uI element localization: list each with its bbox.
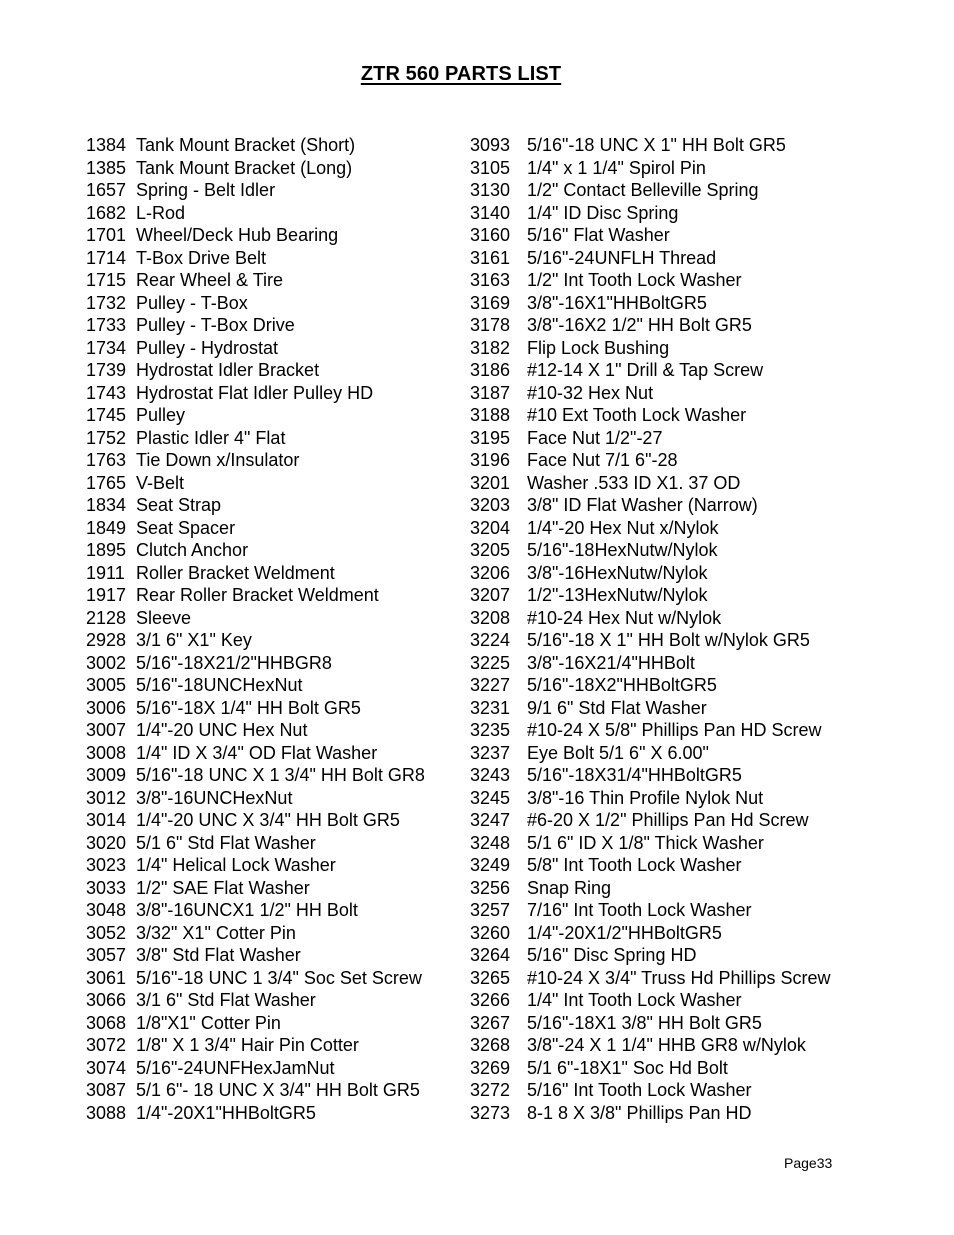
part-description: #10-24 X 5/8" Phillips Pan HD Screw [527, 720, 822, 740]
part-description: #6-20 X 1/2" Phillips Pan Hd Screw [527, 810, 809, 830]
part-row [86, 854, 506, 877]
part-number: 3002 [86, 652, 127, 673]
part-description: Pulley [136, 405, 186, 425]
part-number: 3266 [470, 990, 511, 1010]
part-row [86, 809, 506, 832]
part-number: 1752 [86, 427, 127, 448]
part-description: 1/4" ID X 3/4" OD Flat Washer [136, 742, 378, 763]
part-number: 1714 [86, 247, 127, 268]
part-number: 3014 [86, 810, 127, 830]
part-description: 5/16"-18X1 3/8" HH Bolt GR5 [527, 1012, 762, 1033]
part-row [86, 742, 506, 765]
part-row [470, 494, 910, 517]
part-row [470, 1034, 910, 1057]
part-description: 1/8" X 1 3/4" Hair Pin Cotter [136, 1035, 359, 1055]
part-number: 3161 [470, 247, 511, 268]
part-description: 5/1 6"- 18 UNC X 3/4" HH Bolt GR5 [136, 1080, 420, 1100]
part-row [86, 247, 506, 270]
part-description: Pulley - T-Box [136, 292, 248, 313]
part-row [470, 922, 910, 945]
part-row [86, 944, 506, 967]
part-row [470, 629, 910, 652]
part-number: 1732 [86, 292, 127, 313]
part-number: 3196 [470, 450, 511, 470]
part-number: 3225 [470, 652, 511, 673]
part-row [470, 562, 910, 585]
part-row [86, 719, 506, 742]
part-description: 5/16"-18 UNC 1 3/4" Soc Set Screw [136, 967, 422, 988]
part-description: T-Box Drive Belt [136, 247, 267, 268]
part-number: 3265 [470, 967, 511, 988]
part-description: 1/8"X1" Cotter Pin [136, 1012, 281, 1033]
part-row [86, 539, 506, 562]
part-number: 3130 [470, 180, 511, 200]
part-number: 1715 [86, 270, 127, 290]
part-description: 3/8"-16HexNutw/Nylok [527, 562, 708, 583]
part-description: #10 Ext Tooth Lock Washer [527, 405, 747, 425]
part-row [86, 652, 506, 675]
part-number: 3048 [86, 900, 127, 920]
part-description: #10-32 Hex Nut [527, 382, 654, 403]
part-description: Rear Wheel & Tire [136, 270, 284, 290]
part-row [470, 854, 910, 877]
part-description: 5/16"-18UNCHexNut [136, 675, 303, 695]
part-row [86, 359, 506, 382]
part-row [86, 404, 506, 427]
part-description: 5/16"-18HexNutw/Nylok [527, 540, 718, 560]
part-number: 2928 [86, 630, 127, 650]
part-description: 3/32" X1" Cotter Pin [136, 922, 296, 943]
part-description: 1/2" SAE Flat Washer [136, 877, 310, 898]
part-description: 5/1 6"-18X1" Soc Hd Bolt [527, 1057, 728, 1078]
part-number: 1385 [86, 157, 127, 178]
part-number: 3243 [470, 765, 511, 785]
part-row [470, 382, 910, 405]
part-row [470, 472, 910, 495]
part-description: Clutch Anchor [136, 540, 249, 560]
part-row [86, 629, 506, 652]
part-description: Flip Lock Bushing [527, 337, 670, 358]
part-row [86, 134, 506, 157]
part-number: 3248 [470, 832, 511, 853]
part-number: 3264 [470, 945, 511, 965]
part-number: 1701 [86, 225, 127, 245]
part-description: Face Nut 7/1 6"-28 [527, 450, 678, 470]
part-row [86, 697, 506, 720]
part-description: 3/1 6" X1" Key [136, 630, 252, 650]
part-description: 3/8"-16 Thin Profile Nylok Nut [527, 787, 764, 808]
part-number: 3074 [86, 1057, 127, 1078]
part-row [86, 269, 506, 292]
part-number: 3201 [470, 472, 511, 493]
part-row [470, 967, 910, 990]
part-description: 1/4"-20 UNC Hex Nut [136, 720, 308, 740]
page-title: ZTR 560 PARTS LIST [360, 63, 562, 85]
part-description: 3/8" ID Flat Washer (Narrow) [527, 495, 758, 515]
part-description: 5/16" Disc Spring HD [527, 945, 697, 965]
part-number: 3178 [470, 315, 511, 335]
part-description: Snap Ring [527, 877, 612, 898]
part-description: 5/16"-18 UNC X 1 3/4" HH Bolt GR8 [136, 765, 425, 785]
part-row [470, 607, 910, 630]
part-description: Hydrostat Idler Bracket [136, 360, 320, 380]
part-number: 3057 [86, 945, 127, 965]
part-row [470, 427, 910, 450]
part-row [86, 292, 506, 315]
part-description: 3/8"-16X2 1/2" HH Bolt GR5 [527, 315, 752, 335]
part-row [86, 179, 506, 202]
part-description: 1/4" ID Disc Spring [527, 202, 679, 223]
part-number: 3033 [86, 877, 127, 898]
part-row [86, 607, 506, 630]
part-number: 3269 [470, 1057, 511, 1078]
part-number: 3268 [470, 1035, 511, 1055]
part-row [86, 314, 506, 337]
part-description: Rear Roller Bracket Weldment [136, 585, 379, 605]
part-row [470, 157, 910, 180]
part-row [470, 697, 910, 720]
part-number: 3066 [86, 990, 127, 1010]
part-row [86, 832, 506, 855]
part-row [86, 1012, 506, 1035]
part-description: 3/8"-16X21/4"HHBolt [527, 652, 695, 673]
part-description: 5/1 6" Std Flat Washer [136, 832, 316, 853]
part-description: Hydrostat Flat Idler Pulley HD [136, 382, 374, 403]
parts-list-right-column [470, 134, 910, 1124]
part-number: 1733 [86, 315, 127, 335]
part-row [470, 764, 910, 787]
part-number: 3247 [470, 810, 511, 830]
part-number: 1682 [86, 202, 127, 223]
part-number: 3206 [470, 562, 511, 583]
part-number: 3207 [470, 585, 511, 605]
part-row [86, 1079, 506, 1102]
part-number: 1849 [86, 517, 127, 538]
part-description: Roller Bracket Weldment [136, 562, 335, 583]
part-row [86, 202, 506, 225]
part-row [86, 224, 506, 247]
part-row [86, 989, 506, 1012]
part-number: 3267 [470, 1012, 511, 1033]
part-description: 1/2"-13HexNutw/Nylok [527, 585, 708, 605]
part-row [470, 202, 910, 225]
part-row [86, 427, 506, 450]
part-row [86, 899, 506, 922]
part-number: 3008 [86, 742, 127, 763]
part-description: Seat Strap [136, 495, 222, 515]
part-description: #10-24 X 3/4" Truss Hd Phillips Screw [527, 967, 831, 988]
part-description: 7/16" Int Tooth Lock Washer [527, 900, 752, 920]
part-row [86, 449, 506, 472]
part-number: 3052 [86, 922, 127, 943]
part-number: 3203 [470, 495, 511, 515]
part-number: 3187 [470, 382, 511, 403]
part-row [86, 472, 506, 495]
part-row [86, 674, 506, 697]
part-description: Spring - Belt Idler [136, 180, 276, 200]
part-row [470, 584, 910, 607]
part-description: 1/4" Int Tooth Lock Washer [527, 990, 742, 1010]
part-number: 1745 [86, 405, 127, 425]
part-description: 1/4"-20X1/2"HHBoltGR5 [527, 922, 722, 943]
part-number: 1895 [86, 540, 127, 560]
part-row [470, 1057, 910, 1080]
part-row [470, 652, 910, 675]
part-description: 1/4" Helical Lock Washer [136, 855, 336, 875]
part-row [470, 269, 910, 292]
part-row [470, 134, 910, 157]
part-row [470, 877, 910, 900]
part-description: V-Belt [136, 472, 185, 493]
part-description: 5/16" Int Tooth Lock Washer [527, 1080, 752, 1100]
part-description: Tie Down x/Insulator [136, 450, 300, 470]
part-number: 3007 [86, 720, 127, 740]
part-description: 5/16"-24UNFLH Thread [527, 247, 717, 268]
part-number: 3005 [86, 675, 127, 695]
part-number: 3182 [470, 337, 511, 358]
part-description: L-Rod [136, 202, 186, 223]
part-description: Tank Mount Bracket (Short) [136, 135, 356, 155]
part-description: 1/2" Contact Belleville Spring [527, 180, 759, 200]
part-row [86, 1034, 506, 1057]
part-row [470, 719, 910, 742]
part-number: 3093 [470, 135, 511, 155]
part-row [86, 157, 506, 180]
part-row [470, 809, 910, 832]
part-number: 3087 [86, 1080, 127, 1100]
part-number: 3160 [470, 225, 511, 245]
part-row [470, 989, 910, 1012]
part-row [470, 404, 910, 427]
part-description: Sleeve [136, 607, 192, 628]
part-number: 1743 [86, 382, 127, 403]
part-description: 3/8"-24 X 1 1/4" HHB GR8 w/Nylok [527, 1035, 806, 1055]
part-number: 1911 [86, 562, 125, 583]
part-row [86, 967, 506, 990]
part-number: 3231 [470, 697, 511, 718]
part-number: 3012 [86, 787, 127, 808]
part-number: 3169 [470, 292, 511, 313]
part-number: 3235 [470, 720, 511, 740]
part-row [470, 944, 910, 967]
part-number: 1384 [86, 135, 127, 155]
part-description: 1/4" x 1 1/4" Spirol Pin [527, 157, 706, 178]
part-row [470, 832, 910, 855]
part-row [86, 517, 506, 540]
part-description: 1/4"-20 Hex Nut x/Nylok [527, 517, 719, 538]
part-row [470, 292, 910, 315]
part-number: 3272 [470, 1080, 511, 1100]
part-number: 3186 [470, 360, 511, 380]
part-row [86, 764, 506, 787]
part-number: 3188 [470, 405, 511, 425]
part-description: 5/16"-18 X 1" HH Bolt w/Nylok GR5 [527, 630, 810, 650]
part-description: Seat Spacer [136, 517, 236, 538]
part-number: 1765 [86, 472, 127, 493]
part-description: Pulley - T-Box Drive [136, 315, 295, 335]
part-row [86, 494, 506, 517]
part-row [470, 314, 910, 337]
part-number: 1834 [86, 495, 127, 515]
part-row [470, 247, 910, 270]
part-description: 1/4"-20 UNC X 3/4" HH Bolt GR5 [136, 810, 400, 830]
part-number: 3020 [86, 832, 127, 853]
part-number: 3072 [86, 1035, 127, 1055]
part-number: 3204 [470, 517, 511, 538]
part-description: Washer .533 ID X1. 37 OD [527, 472, 741, 493]
part-row [86, 382, 506, 405]
part-row [86, 787, 506, 810]
part-row [86, 1057, 506, 1080]
part-row [86, 1102, 506, 1125]
part-row [470, 742, 910, 765]
part-description: 1/2" Int Tooth Lock Washer [527, 270, 742, 290]
part-row [86, 922, 506, 945]
part-number: 3105 [470, 157, 511, 178]
part-description: 5/16"-18X21/2"HHBGR8 [136, 652, 332, 673]
part-description: 1/4"-20X1"HHBoltGR5 [136, 1102, 316, 1123]
part-row [470, 179, 910, 202]
part-description: 3/8"-16UNCHexNut [136, 787, 293, 808]
part-description: 5/16"-18X 1/4" HH Bolt GR5 [136, 697, 361, 718]
parts-list-left-column [86, 134, 506, 1124]
part-row [86, 562, 506, 585]
part-description: 9/1 6" Std Flat Washer [527, 697, 707, 718]
part-number: 1739 [86, 360, 127, 380]
part-number: 3224 [470, 630, 511, 650]
part-row [86, 877, 506, 900]
part-number: 3227 [470, 675, 511, 695]
part-description: 5/16"-18X2"HHBoltGR5 [527, 675, 717, 695]
part-row [470, 224, 910, 247]
part-row [470, 674, 910, 697]
part-description: 5/16"-24UNFHexJamNut [136, 1057, 335, 1078]
part-number: 3205 [470, 540, 511, 560]
part-number: 3249 [470, 855, 511, 875]
part-description: 5/1 6" ID X 1/8" Thick Washer [527, 832, 764, 853]
part-row [470, 899, 910, 922]
part-row [86, 584, 506, 607]
part-row [86, 337, 506, 360]
part-number: 1917 [86, 585, 127, 605]
part-number: 3061 [86, 967, 127, 988]
part-description: #12-14 X 1" Drill & Tap Screw [527, 360, 764, 380]
part-description: 3/8"-16X1"HHBoltGR5 [527, 292, 707, 313]
part-number: 1657 [86, 180, 127, 200]
part-description: 3/8" Std Flat Washer [136, 945, 301, 965]
part-number: 3140 [470, 202, 511, 223]
part-number: 3256 [470, 877, 511, 898]
part-row [470, 787, 910, 810]
part-number: 3257 [470, 900, 511, 920]
part-description: Face Nut 1/2"-27 [527, 427, 663, 448]
part-description: Wheel/Deck Hub Bearing [136, 225, 339, 245]
part-number: 2128 [86, 607, 127, 628]
part-row [470, 539, 910, 562]
part-row [470, 1102, 910, 1125]
part-description: 3/8"-16UNCX1 1/2" HH Bolt [136, 900, 358, 920]
part-number: 3088 [86, 1102, 127, 1123]
part-description: #10-24 Hex Nut w/Nylok [527, 607, 722, 628]
part-number: 3068 [86, 1012, 127, 1033]
part-row [470, 1079, 910, 1102]
part-description: Plastic Idler 4" Flat [136, 427, 286, 448]
part-number: 1763 [86, 450, 127, 470]
part-description: 3/1 6" Std Flat Washer [136, 990, 316, 1010]
part-number: 3163 [470, 270, 511, 290]
part-row [470, 359, 910, 382]
part-row [470, 337, 910, 360]
part-number: 3208 [470, 607, 511, 628]
part-description: 5/16" Flat Washer [527, 225, 670, 245]
part-number: 3273 [470, 1102, 511, 1123]
part-number: 3006 [86, 697, 127, 718]
part-description: Pulley - Hydrostat [136, 337, 279, 358]
part-description: 8-1 8 X 3/8" Phillips Pan HD [527, 1102, 752, 1123]
part-row [470, 449, 910, 472]
part-number: 3237 [470, 742, 511, 763]
part-description: Tank Mount Bracket (Long) [136, 157, 353, 178]
part-description: Eye Bolt 5/1 6" X 6.00" [527, 742, 709, 763]
part-number: 3195 [470, 427, 511, 448]
part-description: 5/16"-18X31/4"HHBoltGR5 [527, 765, 742, 785]
part-number: 3245 [470, 787, 511, 808]
part-description: 5/8" Int Tooth Lock Washer [527, 855, 742, 875]
part-row [470, 1012, 910, 1035]
part-row [470, 517, 910, 540]
part-number: 1734 [86, 337, 127, 358]
page-number: Page33 [784, 1155, 833, 1171]
part-number: 3023 [86, 855, 127, 875]
part-number: 3260 [470, 922, 511, 943]
part-description: 5/16"-18 UNC X 1" HH Bolt GR5 [527, 135, 786, 155]
part-number: 3009 [86, 765, 127, 785]
